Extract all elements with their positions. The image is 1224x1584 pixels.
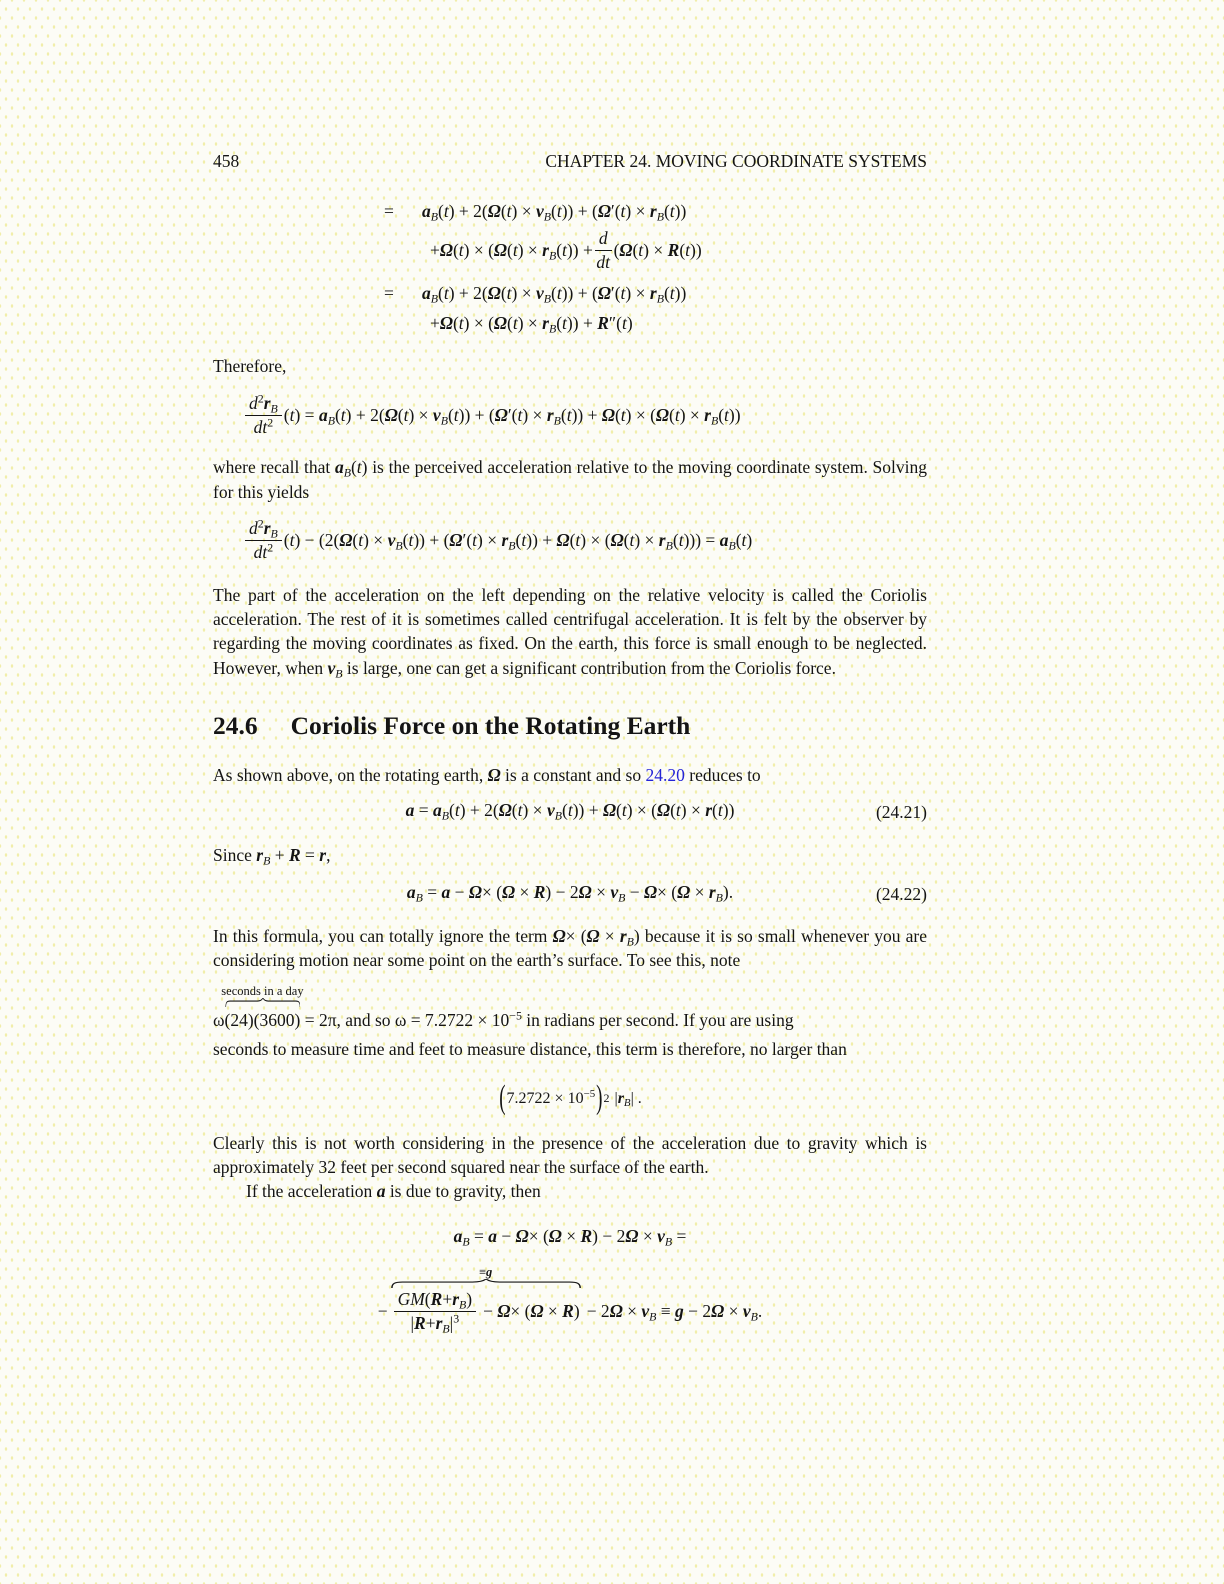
equation-aB-gravity: $a_B = a - \Omega\times (\Omega \times R) - 2\Omega \times v_B$ =	[453, 1225, 687, 1249]
second-derivative-fraction: $\frac{d^2r_B}{dt^2}$	[245, 393, 282, 438]
gravity-fraction: $\frac{GM(R+r_B)}{|R+r_B|^3}$	[394, 1289, 477, 1334]
paragraph-where-recall: where recall that $a_B(t)$ is the perceived acceleration relative to the moving coordinate system. Solving for this yields	[213, 457, 927, 502]
paragraph-as-shown: As shown above, on the rotating earth, Ω is a constant and so 24.20 reduces to	[213, 765, 761, 786]
equation-24-21: $a = a_B(t) + 2(\Omega(t) \times v_B(t)) + \Omega(t) \times (\Omega(t) \times r(t))$ (24.21)	[405, 800, 927, 823]
equation-omega-seconds-in-a-day: ω seconds in a day (24)(3600) = 2π, and so $\omega = 7.2722 \times 10^{-5}$ in radians per second. If you are using	[213, 982, 927, 1032]
paragraph-if-acceleration: If the acceleration a is due to gravity, then	[246, 1181, 541, 1202]
overbrace-group: ≡g $\frac{GM(R+r_B)}{|R+r_B|^3}$ − Ω× (Ω × R)	[390, 1289, 582, 1334]
equation-line: $+\Omega(t) \times (\Omega(t) \times r_B(t)) + R''(t)$	[430, 313, 633, 336]
equation-centrifugal-bound: ( $7.2722 \times 10^{-5}$ ) 2 $|r_B|$ .	[499, 1079, 642, 1117]
equation-line: = $a_B(t) + 2(\Omega(t) \times v_B(t)) + (\Omega'(t) \times r_B(t))$	[384, 201, 687, 224]
equation-solved-for-aB: $\frac{d^2r_B}{dt^2}$ $(t) - (2(\Omega(t) \times v_B(t)) + (\Omega'(t) \times r_B(t)) + \Omega(t) \times (\Omega(t) \times r_B(t))) = a_B(t)$	[243, 513, 927, 569]
section-title: Coriolis Force on the Rotating Earth	[290, 711, 691, 741]
equation-line: $+\Omega(t) \times (\Omega(t) \times r_B(t))$ + $\frac{d}{dt}$ (Ω(t) × R(t))	[430, 228, 702, 272]
overbrace-label: ≡g	[478, 1264, 493, 1279]
paragraph-in-this-formula: In this formula, you can totally ignore the term $\Omega\times (\Omega \times r_B)$ because it is so small whenever you are considering motion near some point on the earth’s surface. To see this, note	[213, 925, 927, 970]
equation-effective-gravity: − ≡g $\frac{GM(R+r_B)}{|R+r_B|^3}$ − Ω× (Ω × R) − $2\Omega \times v_B \equiv g - 2\Omega \times v_B$.	[377, 1264, 763, 1336]
paragraph-since: Since $r_B + R = r$,	[213, 845, 331, 868]
overbrace-icon	[225, 998, 301, 1007]
chapter-header: CHAPTER 24. MOVING COORDINATE SYSTEMS	[545, 151, 927, 171]
exponent: 2	[603, 1091, 610, 1106]
overbrace-label: seconds in a day	[221, 984, 304, 999]
second-derivative-fraction: $\frac{d^2r_B}{dt^2}$	[245, 518, 282, 563]
equation-ref-24-20-link[interactable]: 24.20	[645, 765, 685, 786]
equation-number-24-21: (24.21)	[875, 802, 927, 823]
section-heading	[213, 710, 927, 741]
page-number: 458	[213, 151, 240, 171]
page-header	[213, 0, 927, 172]
section-number: 24.6	[213, 711, 258, 741]
paragraph-clearly: Clearly this is not worth considering in the presence of the acceleration due to gravity which is approximately 32 feet per second squared near the surface of the earth.	[213, 1132, 927, 1178]
paragraph-therefore: Therefore,	[213, 356, 287, 376]
paragraph-coriolis-description: The part of the acceleration on the left depending on the relative velocity is called the Coriolis acceleration. The rest of it is sometimes called centrifugal acceleration. It is felt by the observer by regarding the moving coordinates as fixed. On the earth, this force is small enough to be neglected. However, when $v_B$ is large, one can get a significant contribution from the Coriolis force.	[213, 584, 927, 681]
equation-number-24-22: (24.22)	[875, 883, 927, 904]
overbrace-icon	[390, 1279, 582, 1288]
overbrace-group: seconds in a day (24)(3600)	[221, 984, 304, 1031]
big-right-paren: )	[596, 1079, 603, 1117]
equation-24-22: $a_B = a - \Omega\times (\Omega \times R) - 2\Omega \times v_B - \Omega\times (\Omega \times r_B)$. (24.22)	[406, 881, 927, 904]
paragraph-no-larger-than: seconds to measure time and feet to measure distance, this term is therefore, no larger than	[213, 1038, 847, 1059]
equation-line: = $a_B(t) + 2(\Omega(t) \times v_B(t)) + (\Omega'(t) \times r_B(t))$	[384, 283, 687, 306]
equation-acceleration-result: $\frac{d^2r_B}{dt^2}$ $(t) = a_B(t) + 2(\Omega(t) \times v_B(t)) + (\Omega'(t) \times r_B(t)) + \Omega(t) \times (\Omega(t) \times r_B(t))$	[243, 387, 927, 443]
equation-derivation	[213, 198, 927, 340]
derivative-fraction: $\frac{d}{dt}$	[596, 228, 611, 272]
big-left-paren: (	[499, 1079, 506, 1117]
